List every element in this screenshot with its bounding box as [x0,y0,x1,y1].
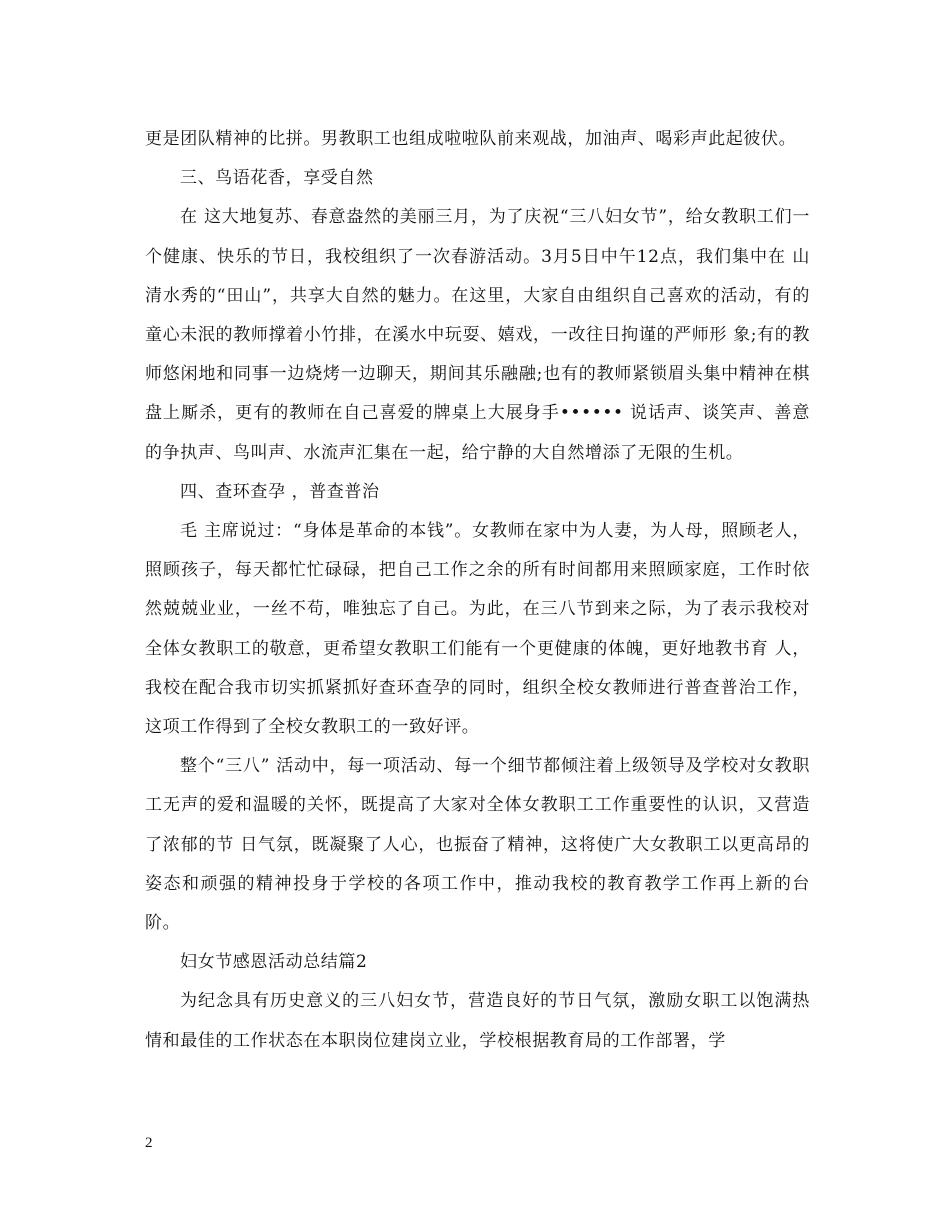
paragraph-summary: 整个“三八” 活动中，每一项活动、每一个细节都倾注着上级领导及学校对女教职工无声的爱和温暖的关怀，既提高了大家对全体女教职工工作重要性的认识，又营造了浓郁的节 日气氛，既凝聚了人心，也振奋了精神，这将使广大女教职工以更高昂的姿态和顽强的精神投身于学校的各项工作中，推动我校的教育教学工作再上新的台阶。 [145,756,810,934]
section-heading-four: 四、查环查孕 ，普查普治 [180,481,380,502]
section-heading-three: 三、鸟语花香，享受自然 [180,168,374,189]
article-title-part-two: 妇女节感恩活动总结篇2 [180,952,368,973]
document-body [145,120,810,1061]
paragraph-continuation: 更是团队精神的比拼。男教职工也组成啦啦队前来观战，加油声、喝彩声此起彼伏。 [145,129,797,149]
paragraph-part-two-intro: 为纪念具有历史意义的三八妇女节，营造良好的节日气氛，激励女职工以饱满热情和最佳的工作状态在本职岗位建岗立业，学校根据教育局的工作部署，学 [145,991,810,1051]
paragraph-health-check: 毛 主席说过：“身体是革命的本钱”。女教师在家中为人妻，为人母，照顾老人，照顾孩子，每天都忙忙碌碌，把自己工作之余的所有时间都用来照顾家庭，工作时依 然兢兢业业，一丝不苟，唯独忘了自己。为此，在三八节到来之际，为了表示我校对全体女教职工的敬意，更希望女教职工们能有一个更健康的体魄，更好地教书育 人，我校在配合我市切实抓紧抓好查环查孕的同时，组织全校女教师进行普查普治工作，这项工作得到了全校女教职工的一致好评。 [145,521,810,738]
paragraph-spring-outing: 在 这大地复苏、春意盎然的美丽三月，为了庆祝“三八妇女节”，给女教职工们一个健康、快乐的节日，我校组织了一次春游活动。3月5日中午12点，我们集中在 山清水秀的“田山”，共享大自然的魅力。在这里，大家自由组织自己喜欢的活动，有的童心未泯的教师撑着小竹排，在溪水中玩耍、嬉戏，一改往日拘谨的严师形 象;有的教师悠闲地和同事一边烧烤一边聊天，期间其乐融融;也有的教师紧锁眉头集中精神在棋盘上厮杀，更有的教师在自己喜爱的牌桌上大展身手•••••• 说话声、谈笑声、善意的争执声、鸟叫声、水流声汇集在一起，给宁静的大自然增添了无限的生机。 [145,207,810,463]
page-number: 2 [145,1135,153,1151]
